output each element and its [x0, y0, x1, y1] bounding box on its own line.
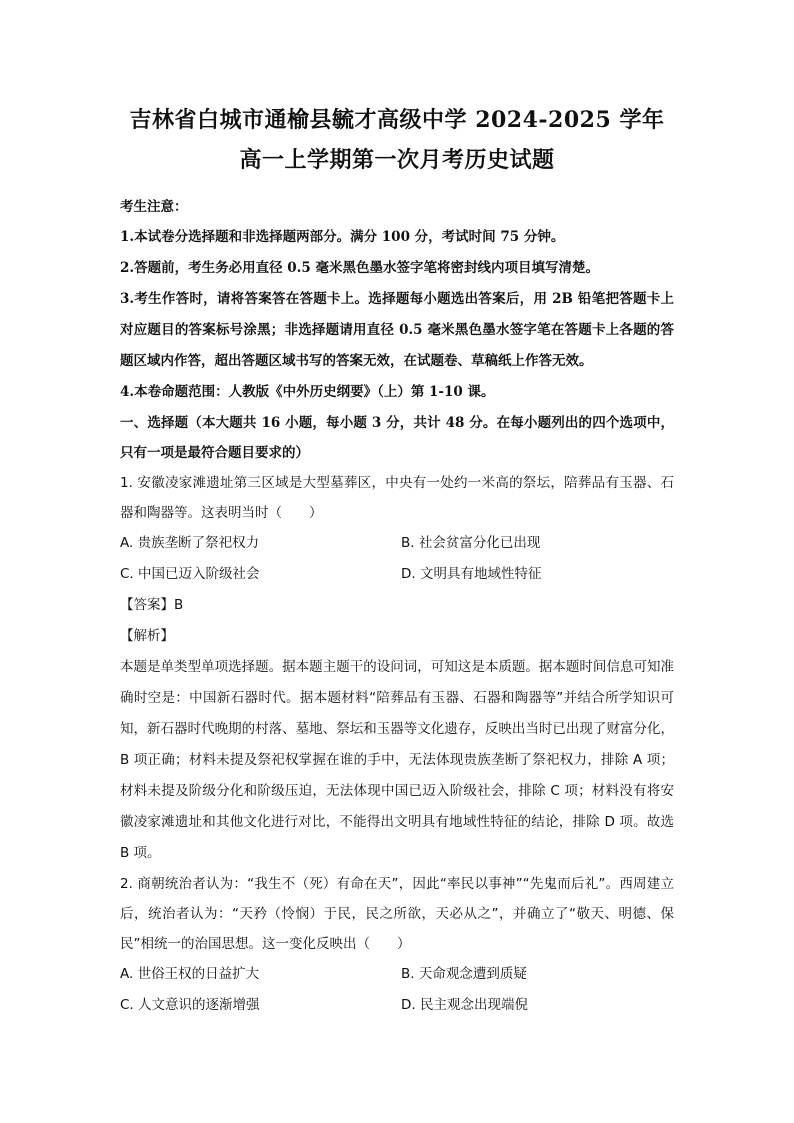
notice-item-2: 2.答题前，考生务必用直径 0.5 毫米黑色墨水签字笔将密封线内项目填写清楚。 [120, 260, 599, 276]
question-1-options [120, 528, 674, 590]
question-1-option-d: D. 文明具有地域性特征 [401, 566, 542, 582]
section-heading: 一、选择题（本大题共 16 小题，每小题 3 分，共计 48 分。在每小题列出的四个选项中，只有一项是最符合题目要求的） [120, 415, 674, 461]
question-2-options [120, 959, 674, 1021]
page-title: 吉林省白城市通榆县毓才高级中学 2024-2025 学年 [129, 107, 665, 133]
question-1-answer: 【答案】B [120, 597, 184, 613]
question-1-stem: 1. 安徽凌家滩遗址第三区域是大型墓葬区，中央有一处约一米高的祭坛，陪葬品有玉器、石器和陶器等。这表明当时（ ） [120, 475, 674, 521]
question-2-option-d: D. 民主观念出现端倪 [401, 997, 528, 1013]
question-1-analysis: 本题是单类型单项选择题。据本题主题干的设问词，可知这是本质题。据本题时间信息可知准确时空是：中国新石器时代。据本题材料“陪葬品有玉器、石器和陶器等”并结合所学知识可知，新石器时代晚期的村落、墓地、祭坛和玉器等文化遗存，反映出当时已出现了财富分化，B 项正确；材料未提及祭祀权掌握在谁的手中，无法体现贵族垄断了祭祀权力，排除 A 项；材料未提及阶级分化和阶级压迫，无法体现中国已迈入阶级社会，排除 C 项；材料没有将安徽凌家滩遗址和其他文化进行对比，不能得出文明具有地域性特征的结论，排除 D 项。故选 B 项。 [120, 659, 674, 861]
question-1-analysis-heading: 【解析】 [120, 628, 174, 644]
notice-heading: 考生注意： [120, 199, 188, 215]
question-2-option-c: C. 人文意识的逐渐增强 [120, 997, 260, 1013]
notice-item-1: 1.本试卷分选择题和非选择题两部分。满分 100 分，考试时间 75 分钟。 [120, 229, 565, 245]
question-1-option-a: A. 贵族垄断了祭祀权力 [120, 535, 260, 551]
question-1-option-c: C. 中国已迈入阶级社会 [120, 566, 260, 582]
question-2-option-a: A. 世俗王权的日益扩大 [120, 966, 260, 982]
question-2-stem: 2. 商朝统治者认为：“我生不（死）有命在天”，因此“率民以事神”“先鬼而后礼”。西周建立后，统治者认为：“天矜（怜悯）于民，民之所欲，天必从之”，并确立了“敬天、明德、保民”相统一的治国思想。这一变化反映出（ ） [120, 876, 674, 952]
notice-item-4: 4.本卷命题范围：人教版《中外历史纲要》（上）第 1-10 课。 [120, 384, 495, 400]
question-1-option-b: B. 社会贫富分化已出现 [401, 535, 541, 551]
notice-item-3: 3.考生作答时，请将答案答在答题卡上。选择题每小题选出答案后，用 2B 铅笔把答题卡上对应题目的答案标号涂黑；非选择题请用直径 0.5 毫米黑色墨水签字笔在答题卡上各题的答题区域内作答，超出答题区域书写的答案无效，在试题卷、草稿纸上作答无效。 [120, 291, 674, 369]
question-2-option-b: B. 天命观念遭到质疑 [401, 966, 527, 982]
page-subtitle: 高一上学期第一次月考历史试题 [239, 147, 555, 173]
